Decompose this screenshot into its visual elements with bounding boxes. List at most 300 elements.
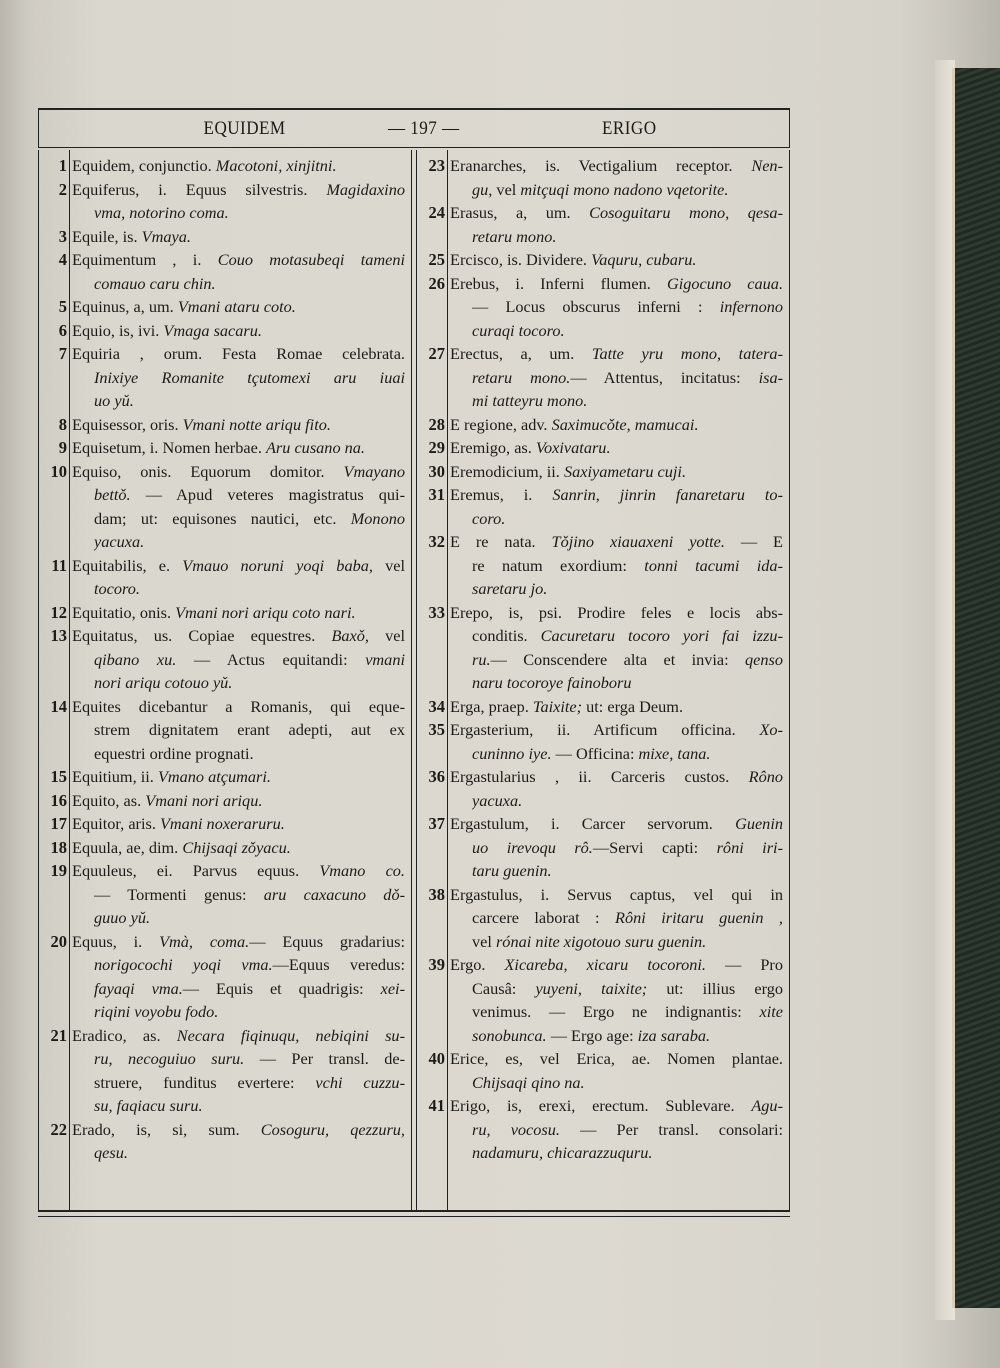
entry-number: 26 bbox=[428, 273, 445, 293]
latin-text: — Equis et quadrigis: bbox=[182, 978, 381, 998]
entry-number: 38 bbox=[428, 884, 445, 904]
latin-text: Equitatus, us. Copiae equestres. bbox=[72, 626, 332, 645]
latin-text: vel bbox=[372, 555, 405, 575]
entry-line bbox=[94, 1000, 405, 1024]
dictionary-entry bbox=[417, 530, 789, 601]
entry-line bbox=[72, 1118, 405, 1142]
entry-line bbox=[72, 554, 405, 578]
latin-text: Equites dicebantur a Romanis, qui eque- bbox=[72, 696, 405, 716]
entry-line bbox=[472, 577, 783, 601]
entry-number: 9 bbox=[58, 438, 67, 457]
japanese-translation: Xo- bbox=[759, 720, 783, 739]
left-column bbox=[38, 150, 412, 1210]
japanese-translation: Baxǒ, bbox=[331, 626, 369, 645]
japanese-translation: Nen- bbox=[751, 156, 783, 175]
entry-number: 36 bbox=[428, 767, 445, 786]
entry-line bbox=[472, 366, 783, 390]
entry-line bbox=[472, 906, 783, 930]
entry-line bbox=[472, 859, 783, 883]
japanese-translation: Sanrin, jinrin fanaretaru to- bbox=[552, 485, 783, 504]
japanese-translation: Tǒjino xiauaxeni yotte. bbox=[551, 532, 725, 551]
dictionary-entry bbox=[39, 460, 411, 554]
latin-text: Equitatio, onis. bbox=[72, 602, 176, 622]
header-last-word: ERIGO bbox=[602, 118, 657, 139]
dictionary-page bbox=[38, 108, 790, 1210]
japanese-translation: vma, notorino coma. bbox=[94, 203, 229, 222]
entry-line bbox=[450, 436, 783, 460]
entry-line bbox=[472, 977, 783, 1001]
entry-number: 8 bbox=[58, 414, 67, 434]
latin-text: ut: illius ergo bbox=[647, 978, 783, 998]
entry-line bbox=[72, 248, 405, 272]
japanese-translation: Gigocuno caua. bbox=[666, 273, 783, 293]
entry-line bbox=[72, 154, 405, 178]
japanese-translation: Vmani nori ariqu coto nari. bbox=[175, 602, 356, 622]
japanese-translation: Rôno bbox=[748, 767, 783, 786]
entry-line bbox=[94, 1094, 405, 1118]
entry-number: 19 bbox=[50, 861, 67, 880]
japanese-translation: norigocochi yoqi vma. bbox=[94, 955, 273, 974]
entry-line bbox=[450, 201, 783, 225]
latin-text: Causâ: bbox=[472, 978, 536, 998]
japanese-translation: Cosoguitaru mono, qesa- bbox=[589, 203, 783, 222]
latin-text: Equitor, aris. bbox=[72, 814, 160, 833]
latin-text: — Per transl. de- bbox=[244, 1049, 405, 1068]
latin-text: Equiferus, i. Equus silvestris. bbox=[72, 179, 327, 199]
japanese-translation: Taixite; bbox=[532, 696, 583, 716]
entry-line bbox=[94, 906, 405, 930]
entry-number: 21 bbox=[50, 1025, 67, 1045]
japanese-translation: fayaqi vma. bbox=[94, 978, 183, 998]
dictionary-entry bbox=[39, 601, 411, 625]
japanese-translation: saretaru jo. bbox=[472, 579, 548, 598]
latin-text: ut: erga Deum. bbox=[582, 696, 684, 716]
entry-line bbox=[450, 695, 783, 719]
running-header bbox=[38, 110, 790, 148]
entry-number: 25 bbox=[428, 250, 445, 269]
dictionary-entry bbox=[39, 695, 411, 766]
japanese-translation: iza saraba. bbox=[637, 1025, 711, 1045]
japanese-translation: ru, necoguiuo suru. bbox=[94, 1049, 245, 1068]
japanese-translation: rôni iri- bbox=[716, 837, 783, 857]
entry-line bbox=[72, 812, 405, 836]
japanese-translation: vchi cuzzu- bbox=[315, 1072, 405, 1092]
dictionary-entry bbox=[39, 836, 411, 860]
latin-text: — Equus gradarius: bbox=[249, 931, 405, 951]
entry-line bbox=[72, 836, 405, 860]
entry-line bbox=[450, 460, 783, 484]
entry-line bbox=[72, 789, 405, 813]
dictionary-entry bbox=[39, 319, 411, 343]
japanese-translation: retaru mono. bbox=[472, 226, 557, 246]
japanese-translation: Saximucǒte, mamucai. bbox=[551, 414, 699, 434]
latin-text: Erebus, i. Inferni flumen. bbox=[450, 273, 667, 293]
latin-text: Eranarches, is. Vectigalium receptor. bbox=[450, 156, 752, 175]
entry-line bbox=[72, 225, 405, 249]
japanese-translation: Magidaxino bbox=[326, 179, 405, 199]
japanese-translation: su, faqiacu suru. bbox=[94, 1096, 203, 1115]
entry-line bbox=[72, 436, 405, 460]
latin-text: vel bbox=[492, 179, 521, 199]
dictionary-entry bbox=[39, 554, 411, 601]
latin-text: struere, funditus evertere: bbox=[94, 1072, 316, 1092]
japanese-translation: Vmani ataru coto. bbox=[177, 297, 296, 316]
latin-text: Equile, is. bbox=[72, 226, 142, 246]
japanese-translation: Voxivataru. bbox=[535, 438, 611, 457]
entry-line bbox=[72, 624, 405, 648]
entry-line bbox=[94, 718, 405, 742]
dictionary-entry bbox=[417, 695, 789, 719]
entry-number: 5 bbox=[58, 297, 67, 316]
dictionary-entry bbox=[417, 272, 789, 343]
entry-number: 34 bbox=[428, 696, 445, 716]
latin-text: — Ergo age: bbox=[546, 1025, 638, 1045]
dictionary-entry bbox=[39, 225, 411, 249]
entry-number: 41 bbox=[428, 1096, 445, 1115]
entry-line bbox=[472, 836, 783, 860]
latin-text: Ergastulum, i. Carcer servorum. bbox=[450, 814, 736, 833]
entry-number: 32 bbox=[428, 532, 445, 551]
japanese-translation: qenso bbox=[745, 649, 783, 669]
entry-line bbox=[450, 272, 783, 296]
entry-line bbox=[94, 648, 405, 672]
latin-text: Erepo, is, psi. Prodire feles e locis abs- bbox=[450, 602, 783, 622]
latin-text: strem dignitatem erant adepti, aut ex bbox=[94, 720, 405, 739]
dictionary-entry bbox=[39, 154, 411, 178]
latin-text: — Conscendere alta et invia: bbox=[490, 649, 746, 669]
latin-text: Equimentum , i. bbox=[72, 250, 218, 269]
japanese-translation: qesu. bbox=[94, 1143, 128, 1162]
latin-text: venimus. — Ergo ne indignantis: bbox=[472, 1002, 760, 1021]
latin-text: — Pro bbox=[705, 955, 783, 974]
entry-line bbox=[450, 1094, 783, 1118]
japanese-translation: Xicareba, xicaru tocoroni. bbox=[504, 955, 706, 974]
latin-text: Erigo, is, erexi, erectum. Sublevare. bbox=[450, 1096, 752, 1115]
latin-text: Erectus, a, um. bbox=[450, 344, 592, 363]
japanese-translation: aru caxacuno dǒ- bbox=[263, 884, 405, 904]
entry-line bbox=[472, 1000, 783, 1024]
japanese-translation: Guenin bbox=[735, 814, 783, 833]
entry-line bbox=[472, 930, 783, 954]
dictionary-entry bbox=[417, 883, 789, 954]
entry-line bbox=[72, 178, 405, 202]
dictionary-entry bbox=[39, 248, 411, 295]
entry-line bbox=[94, 389, 405, 413]
entry-number: 31 bbox=[428, 485, 445, 504]
japanese-translation: yacuxa. bbox=[472, 790, 523, 810]
entry-line bbox=[472, 1071, 783, 1095]
entry-number: 17 bbox=[50, 814, 67, 833]
latin-text: Equitium, ii. bbox=[72, 767, 158, 786]
latin-text: Equus, i. bbox=[72, 931, 160, 951]
latin-text: Equuleus, ei. Parvus equus. bbox=[72, 861, 320, 880]
latin-text: vel bbox=[368, 626, 405, 645]
entry-number: 3 bbox=[58, 226, 67, 246]
japanese-translation: xite bbox=[759, 1002, 783, 1021]
entry-line bbox=[94, 201, 405, 225]
japanese-translation: Vmauo noruni yoqi baba, bbox=[182, 555, 373, 575]
latin-text: Eremodicium, ii. bbox=[450, 461, 564, 481]
entry-line bbox=[94, 530, 405, 554]
entry-line bbox=[94, 1047, 405, 1071]
entry-line bbox=[72, 601, 405, 625]
entry-line bbox=[472, 178, 783, 202]
japanese-translation: bettǒ. bbox=[94, 485, 131, 504]
entry-line bbox=[94, 977, 405, 1001]
japanese-translation: Necara fiqinuqu, nebiqini su- bbox=[176, 1025, 405, 1045]
latin-text: equestri ordine prognati. bbox=[94, 743, 254, 763]
entry-number: 28 bbox=[428, 414, 445, 434]
japanese-translation: Vmaya. bbox=[141, 226, 191, 246]
japanese-translation: naru tocoroye fainoboru bbox=[472, 673, 632, 692]
entry-line bbox=[94, 272, 405, 296]
japanese-translation: comauo caru chin. bbox=[94, 273, 216, 293]
entry-line bbox=[472, 225, 783, 249]
latin-text: Eradico, as. bbox=[72, 1025, 177, 1045]
japanese-translation: Cacuretaru tocoro yori fai izzu- bbox=[540, 626, 783, 645]
entry-number: 6 bbox=[58, 320, 67, 340]
entry-line bbox=[72, 413, 405, 437]
entry-number: 12 bbox=[50, 602, 67, 622]
japanese-translation: mi tatteyru mono. bbox=[472, 391, 588, 410]
dictionary-entry bbox=[39, 789, 411, 813]
dictionary-entry bbox=[417, 248, 789, 272]
dictionary-entry bbox=[39, 342, 411, 413]
dictionary-entry bbox=[417, 342, 789, 413]
japanese-translation: uo yǔ. bbox=[94, 391, 134, 410]
entry-line bbox=[450, 1047, 783, 1071]
japanese-translation: xei- bbox=[380, 978, 405, 998]
entry-number: 39 bbox=[428, 955, 445, 974]
entry-number: 18 bbox=[50, 837, 67, 857]
latin-text: Eremigo, as. bbox=[450, 438, 536, 457]
latin-text: — Tormenti genus: bbox=[94, 884, 264, 904]
right-column bbox=[416, 150, 790, 1210]
entry-line bbox=[94, 1071, 405, 1095]
dictionary-entry bbox=[417, 460, 789, 484]
latin-text: Equiria , orum. Festa Romae celebrata. bbox=[72, 344, 405, 363]
dictionary-entry bbox=[417, 413, 789, 437]
japanese-translation: isa- bbox=[758, 367, 783, 387]
japanese-translation: guuo yǔ. bbox=[94, 908, 151, 927]
entry-line bbox=[72, 859, 405, 883]
entry-line bbox=[472, 624, 783, 648]
entry-line bbox=[72, 695, 405, 719]
latin-text: Equula, ae, dim. bbox=[72, 837, 183, 857]
entry-line bbox=[450, 413, 783, 437]
entry-line bbox=[72, 295, 405, 319]
entry-line bbox=[450, 812, 783, 836]
dictionary-entry bbox=[39, 624, 411, 695]
bottom-rule bbox=[38, 1210, 790, 1217]
entry-number: 30 bbox=[428, 461, 445, 481]
dictionary-entry bbox=[417, 765, 789, 812]
latin-text: —Servi capti: bbox=[592, 837, 717, 857]
entry-line bbox=[94, 483, 405, 507]
dictionary-entry bbox=[39, 178, 411, 225]
japanese-translation: qibano xu. bbox=[94, 649, 177, 669]
dictionary-entry bbox=[39, 1024, 411, 1118]
latin-text: Equiso, onis. Equorum domitor. bbox=[72, 461, 344, 481]
dictionary-entry bbox=[417, 436, 789, 460]
dictionary-entry bbox=[417, 812, 789, 883]
entry-number: 27 bbox=[428, 344, 445, 363]
latin-text: re natum exordium: bbox=[472, 555, 645, 575]
dictionary-entry bbox=[417, 718, 789, 765]
latin-text: Ergastularius , ii. Carceris custos. bbox=[450, 767, 749, 786]
entry-line bbox=[472, 319, 783, 343]
latin-text: Equitabilis, e. bbox=[72, 555, 183, 575]
dictionary-entry bbox=[417, 201, 789, 248]
japanese-translation: ru, vocosu. bbox=[472, 1119, 560, 1139]
entry-line bbox=[450, 248, 783, 272]
entry-line bbox=[94, 671, 405, 695]
japanese-translation: tonni tacumi ida- bbox=[644, 555, 783, 575]
dictionary-entry bbox=[39, 1118, 411, 1165]
japanese-translation: taru guenin. bbox=[472, 861, 552, 880]
entry-line bbox=[72, 342, 405, 366]
latin-text: vel bbox=[472, 931, 496, 951]
japanese-translation: Vmayano bbox=[343, 461, 405, 481]
japanese-translation: Saxiyametaru cuji. bbox=[563, 461, 687, 481]
entry-line bbox=[94, 577, 405, 601]
entry-number: 2 bbox=[58, 179, 67, 199]
entry-number: 40 bbox=[428, 1049, 445, 1068]
entry-line bbox=[472, 389, 783, 413]
japanese-translation: Tatte yru mono, tatera- bbox=[591, 344, 783, 363]
dictionary-entry bbox=[39, 295, 411, 319]
japanese-translation: Monono bbox=[350, 508, 405, 528]
latin-text: — Per transl. consolari: bbox=[559, 1119, 783, 1139]
japanese-translation: Vmaga sacaru. bbox=[163, 320, 262, 340]
latin-text: Equisetum, i. Nomen herbae. bbox=[72, 438, 266, 457]
latin-text: — Locus obscurus inferni : bbox=[472, 297, 720, 316]
entry-line bbox=[94, 366, 405, 390]
entry-number: 15 bbox=[50, 767, 67, 786]
entry-line bbox=[94, 953, 405, 977]
entry-line bbox=[450, 342, 783, 366]
dictionary-entry bbox=[39, 859, 411, 930]
japanese-translation: Vaquru, cubaru. bbox=[591, 250, 697, 269]
dictionary-entry bbox=[417, 953, 789, 1047]
entry-line bbox=[472, 742, 783, 766]
latin-text: —Equus veredus: bbox=[272, 955, 405, 974]
japanese-translation: rónai nite xigotouo suru guenin. bbox=[495, 931, 707, 951]
japanese-translation: Vmani notte ariqu fito. bbox=[182, 414, 331, 434]
dictionary-entry bbox=[417, 483, 789, 530]
entry-line bbox=[450, 883, 783, 907]
japanese-translation: retaru mono. bbox=[472, 367, 571, 387]
entry-line bbox=[94, 883, 405, 907]
japanese-translation: vmani bbox=[365, 649, 405, 669]
latin-text: Equito, as. bbox=[72, 790, 146, 810]
entry-number: 14 bbox=[50, 696, 67, 716]
latin-text: Equidem, conjunctio. bbox=[72, 156, 216, 175]
entry-line bbox=[72, 319, 405, 343]
entry-number: 23 bbox=[428, 156, 445, 175]
japanese-translation: Macotoni, xinjitni. bbox=[215, 156, 337, 175]
latin-text: — Actus equitandi: bbox=[176, 649, 366, 669]
latin-text: — E bbox=[724, 532, 783, 551]
entry-line bbox=[472, 1118, 783, 1142]
japanese-translation: Chijsaqi zǒyacu. bbox=[182, 837, 291, 857]
latin-text: — Apud veteres magistratus qui- bbox=[130, 485, 405, 504]
entry-line bbox=[472, 507, 783, 531]
entry-number: 37 bbox=[428, 814, 445, 833]
entry-line bbox=[94, 742, 405, 766]
entry-line bbox=[72, 1024, 405, 1048]
japanese-translation: Vmano atçumari. bbox=[157, 767, 271, 786]
japanese-translation: curaqi tocoro. bbox=[472, 320, 565, 340]
dictionary-entry bbox=[39, 436, 411, 460]
dictionary-entry bbox=[417, 601, 789, 695]
entry-line bbox=[72, 765, 405, 789]
japanese-translation: coro. bbox=[472, 508, 506, 528]
latin-text: E regione, adv. bbox=[450, 414, 552, 434]
japanese-translation: Chijsaqi qino na. bbox=[472, 1072, 585, 1092]
entry-line bbox=[472, 648, 783, 672]
japanese-translation: Vmano co. bbox=[319, 861, 405, 880]
dictionary-entry bbox=[39, 812, 411, 836]
japanese-translation: Rôni iritaru guenin , bbox=[615, 908, 783, 927]
japanese-translation: Vmà, coma. bbox=[159, 931, 250, 951]
entry-number: 22 bbox=[50, 1119, 67, 1139]
entry-line bbox=[472, 671, 783, 695]
japanese-translation: Vmani nori ariqu. bbox=[145, 790, 263, 810]
entry-number: 20 bbox=[50, 931, 67, 951]
latin-text: Erga, praep. bbox=[450, 696, 533, 716]
japanese-translation: nadamuru, chicarazzuquru. bbox=[472, 1143, 653, 1162]
latin-text: E re nata. bbox=[450, 532, 552, 551]
entry-number: 35 bbox=[428, 720, 445, 739]
japanese-translation: uo irevoqu rô. bbox=[472, 837, 593, 857]
entry-line bbox=[94, 507, 405, 531]
japanese-translation: riqini voyobu fodo. bbox=[94, 1002, 219, 1021]
latin-text: Equisessor, oris. bbox=[72, 414, 183, 434]
latin-text: Ercisco, is. Dividere. bbox=[450, 250, 592, 269]
entry-line bbox=[450, 483, 783, 507]
entry-number: 29 bbox=[428, 438, 445, 457]
japanese-translation: ru. bbox=[472, 649, 491, 669]
dictionary-entry bbox=[417, 1047, 789, 1094]
dictionary-entry bbox=[39, 413, 411, 437]
latin-text: Ergastulus, i. Servus captus, vel qui in bbox=[450, 884, 783, 904]
japanese-translation: Vmani noxeraruru. bbox=[159, 814, 285, 833]
latin-text: carcere laborat : bbox=[472, 908, 616, 927]
page-number: — 197 — bbox=[387, 118, 460, 139]
entry-number: 24 bbox=[428, 203, 445, 222]
japanese-translation: yacuxa. bbox=[94, 532, 145, 551]
japanese-translation: Cosoguru, qezzuru, bbox=[260, 1119, 405, 1139]
japanese-translation: gu, bbox=[472, 179, 493, 199]
entry-line bbox=[472, 295, 783, 319]
latin-text: Ergo. bbox=[450, 955, 505, 974]
latin-text: Erasus, a, um. bbox=[450, 203, 590, 222]
entry-line bbox=[450, 765, 783, 789]
japanese-translation: sonobunca. bbox=[472, 1025, 547, 1045]
entry-number: 10 bbox=[50, 461, 67, 481]
latin-text: Equinus, a, um. bbox=[72, 297, 178, 316]
japanese-translation: yuyeni, taixite; bbox=[535, 978, 648, 998]
dictionary-entry bbox=[417, 154, 789, 201]
entry-line bbox=[450, 718, 783, 742]
entry-line bbox=[472, 1141, 783, 1165]
entry-line bbox=[472, 554, 783, 578]
header-first-word: EQUIDEM bbox=[203, 118, 286, 139]
latin-text: — Officina: bbox=[551, 743, 639, 763]
book-cover-edge bbox=[952, 68, 1000, 1308]
entry-number: 11 bbox=[51, 555, 67, 575]
